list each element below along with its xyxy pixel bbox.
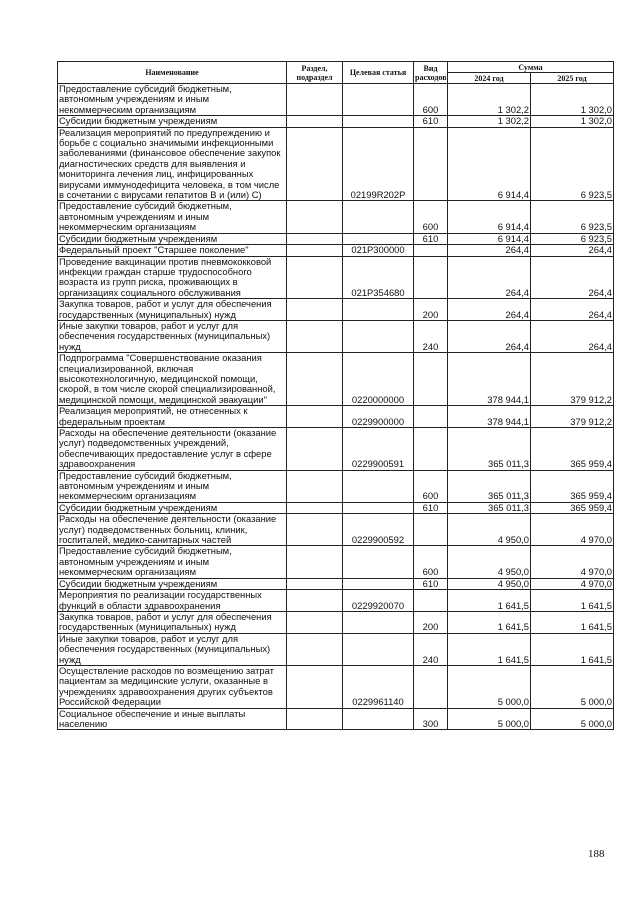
table-row — [58, 665, 614, 708]
cell-target-article: 0229900592 — [343, 514, 414, 546]
cell-sum-2025: 1 641,5 — [531, 633, 614, 665]
header-section: Раздел, подраздел — [287, 62, 343, 84]
cell-target-article: 0229961140 — [343, 665, 414, 708]
cell-name: Реализация мероприятий, не отнесенных к федеральным проектам — [58, 406, 287, 428]
table-row — [58, 116, 614, 127]
table-row — [58, 514, 614, 546]
cell-target-article: 021P354680 — [343, 256, 414, 299]
cell-expense-type: 200 — [414, 299, 448, 321]
cell-sum-2024: 365 011,3 — [448, 502, 531, 513]
cell-target-article — [343, 470, 414, 502]
cell-sum-2025: 6 923,5 — [531, 201, 614, 233]
cell-name: Осуществление расходов по возмещению затрат пациентам за медицинские услуги, оказанные в учреждениях здравоохранения других субъектов Российской Федерации — [58, 665, 287, 708]
cell-section — [287, 546, 343, 578]
cell-section — [287, 590, 343, 612]
cell-sum-2025: 6 923,5 — [531, 127, 614, 201]
cell-name: Расходы на обеспечение деятельности (оказание услуг) подведомственных учреждений, обеспечивающих предоставление услуг в сфере здравоохранения — [58, 428, 287, 471]
cell-target-article: 0229900591 — [343, 428, 414, 471]
cell-sum-2024: 4 950,0 — [448, 514, 531, 546]
header-year-2025: 2025 год — [531, 73, 614, 84]
table-row — [58, 590, 614, 612]
cell-target-article — [343, 201, 414, 233]
cell-name: Предоставление субсидий бюджетным, автономным учреждениям и иным некоммерческим организациям — [58, 201, 287, 233]
cell-name: Субсидии бюджетным учреждениям — [58, 578, 287, 589]
cell-section — [287, 502, 343, 513]
header-sum: Сумма — [448, 62, 614, 73]
cell-section — [287, 611, 343, 633]
cell-expense-type: 610 — [414, 578, 448, 589]
table-body — [58, 84, 614, 730]
cell-section — [287, 353, 343, 406]
cell-target-article — [343, 233, 414, 244]
cell-expense-type — [414, 245, 448, 256]
cell-section — [287, 299, 343, 321]
cell-section — [287, 708, 343, 730]
cell-sum-2025: 264,4 — [531, 320, 614, 352]
table-row — [58, 406, 614, 428]
cell-sum-2025: 1 641,5 — [531, 590, 614, 612]
table-row — [58, 502, 614, 513]
cell-name: Субсидии бюджетным учреждениям — [58, 233, 287, 244]
cell-sum-2025: 1 641,5 — [531, 611, 614, 633]
cell-section — [287, 633, 343, 665]
cell-sum-2024: 6 914,4 — [448, 201, 531, 233]
cell-sum-2025: 1 302,0 — [531, 116, 614, 127]
table-row — [58, 245, 614, 256]
cell-sum-2025: 264,4 — [531, 245, 614, 256]
table-row — [58, 708, 614, 730]
cell-name: Предоставление субсидий бюджетным, автономным учреждениям и иным некоммерческим организациям — [58, 84, 287, 116]
cell-expense-type: 600 — [414, 546, 448, 578]
header-name: Наименование — [58, 62, 287, 84]
cell-sum-2025: 5 000,0 — [531, 665, 614, 708]
cell-name: Расходы на обеспечение деятельности (оказание услуг) подведомственных больниц, клиник, госпиталей, медико-санитарных частей — [58, 514, 287, 546]
cell-name: Проведение вакцинации против пневмококковой инфекции граждан старше трудоспособного возраста из групп риска, проживающих в организациях социального обслуживания — [58, 256, 287, 299]
table-row — [58, 256, 614, 299]
cell-section — [287, 116, 343, 127]
cell-sum-2024: 6 914,4 — [448, 233, 531, 244]
cell-target-article: 02199R202P — [343, 127, 414, 201]
cell-sum-2025: 4 970,0 — [531, 578, 614, 589]
cell-expense-type: 600 — [414, 201, 448, 233]
budget-table — [57, 61, 614, 730]
cell-expense-type: 600 — [414, 84, 448, 116]
cell-expense-type — [414, 353, 448, 406]
cell-name: Предоставление субсидий бюджетным, автономным учреждениям и иным некоммерческим организациям — [58, 470, 287, 502]
cell-name: Подпрограмма "Совершенствование оказания специализированной, включая высокотехнологичную, медицинской помощи, скорой, в том числе скорой специализированной, медицинской помощи, медицинской эвакуации" — [58, 353, 287, 406]
cell-sum-2025: 264,4 — [531, 299, 614, 321]
header-year-2024: 2024 год — [448, 73, 531, 84]
table-row — [58, 233, 614, 244]
cell-target-article — [343, 84, 414, 116]
cell-expense-type: 610 — [414, 233, 448, 244]
cell-sum-2025: 365 959,4 — [531, 428, 614, 471]
cell-expense-type — [414, 127, 448, 201]
cell-section — [287, 428, 343, 471]
cell-sum-2024: 378 944,1 — [448, 353, 531, 406]
cell-name: Иные закупки товаров, работ и услуг для обеспечения государственных (муниципальных) нужд — [58, 320, 287, 352]
cell-expense-type — [414, 428, 448, 471]
cell-sum-2024: 5 000,0 — [448, 708, 531, 730]
cell-section — [287, 127, 343, 201]
table-row — [58, 546, 614, 578]
table-row — [58, 299, 614, 321]
cell-expense-type: 610 — [414, 502, 448, 513]
cell-name: Закупка товаров, работ и услуг для обеспечения государственных (муниципальных) нужд — [58, 299, 287, 321]
cell-name: Субсидии бюджетным учреждениям — [58, 116, 287, 127]
cell-name: Социальное обеспечение и иные выплаты населению — [58, 708, 287, 730]
table-row — [58, 201, 614, 233]
cell-sum-2024: 1 302,2 — [448, 84, 531, 116]
cell-name: Мероприятия по реализации государственных функций в области здравоохранения — [58, 590, 287, 612]
cell-sum-2025: 5 000,0 — [531, 708, 614, 730]
cell-sum-2025: 4 970,0 — [531, 514, 614, 546]
cell-sum-2024: 1 302,2 — [448, 116, 531, 127]
cell-sum-2025: 365 959,4 — [531, 470, 614, 502]
cell-expense-type — [414, 406, 448, 428]
cell-name: Иные закупки товаров, работ и услуг для обеспечения государственных (муниципальных) нужд — [58, 633, 287, 665]
cell-sum-2024: 5 000,0 — [448, 665, 531, 708]
cell-expense-type: 600 — [414, 470, 448, 502]
table-row — [58, 578, 614, 589]
cell-name: Закупка товаров, работ и услуг для обеспечения государственных (муниципальных) нужд — [58, 611, 287, 633]
cell-expense-type: 300 — [414, 708, 448, 730]
cell-target-article — [343, 708, 414, 730]
cell-section — [287, 245, 343, 256]
cell-expense-type — [414, 590, 448, 612]
cell-target-article — [343, 320, 414, 352]
cell-sum-2024: 365 011,3 — [448, 428, 531, 471]
table-row — [58, 611, 614, 633]
table-row — [58, 84, 614, 116]
cell-section — [287, 514, 343, 546]
cell-sum-2024: 264,4 — [448, 299, 531, 321]
cell-target-article — [343, 299, 414, 321]
cell-sum-2025: 1 302,0 — [531, 84, 614, 116]
cell-target-article: 0220000000 — [343, 353, 414, 406]
cell-target-article — [343, 546, 414, 578]
cell-expense-type: 240 — [414, 320, 448, 352]
cell-expense-type: 200 — [414, 611, 448, 633]
cell-target-article — [343, 633, 414, 665]
cell-sum-2024: 365 011,3 — [448, 470, 531, 502]
cell-sum-2024: 4 950,0 — [448, 546, 531, 578]
cell-expense-type: 240 — [414, 633, 448, 665]
table-row — [58, 353, 614, 406]
cell-sum-2024: 378 944,1 — [448, 406, 531, 428]
cell-name: Субсидии бюджетным учреждениям — [58, 502, 287, 513]
cell-section — [287, 320, 343, 352]
table-row — [58, 428, 614, 471]
cell-sum-2025: 379 912,2 — [531, 353, 614, 406]
cell-target-article: 0229920070 — [343, 590, 414, 612]
cell-sum-2024: 6 914,4 — [448, 127, 531, 201]
cell-sum-2025: 4 970,0 — [531, 546, 614, 578]
cell-sum-2024: 264,4 — [448, 256, 531, 299]
cell-sum-2024: 1 641,5 — [448, 611, 531, 633]
table-row — [58, 470, 614, 502]
header-expense: Вид расходов — [415, 63, 447, 82]
cell-section — [287, 233, 343, 244]
cell-section — [287, 578, 343, 589]
header-target: Целевая статья — [343, 62, 414, 84]
cell-name: Предоставление субсидий бюджетным, автономным учреждениям и иным некоммерческим организациям — [58, 546, 287, 578]
cell-sum-2025: 264,4 — [531, 256, 614, 299]
cell-section — [287, 406, 343, 428]
cell-sum-2025: 365 959,4 — [531, 502, 614, 513]
table-row — [58, 320, 614, 352]
cell-name: Федеральный проект "Старшее поколение" — [58, 245, 287, 256]
cell-expense-type — [414, 256, 448, 299]
cell-target-article — [343, 611, 414, 633]
cell-sum-2024: 264,4 — [448, 245, 531, 256]
cell-target-article — [343, 116, 414, 127]
cell-expense-type — [414, 514, 448, 546]
cell-target-article — [343, 502, 414, 513]
cell-expense-type — [414, 665, 448, 708]
cell-name: Реализация мероприятий по предупреждению и борьбе с социально значимыми инфекционными заболеваниями (финансовое обеспечение закупок диагностических средств для выявления и мониторинга лечения лиц, инфицированных вирусами иммунодефицита человека, в том числе в сочетании с вирусами гепатитов В и (или) С) — [58, 127, 287, 201]
cell-target-article — [343, 578, 414, 589]
cell-sum-2024: 264,4 — [448, 320, 531, 352]
cell-target-article: 021P300000 — [343, 245, 414, 256]
cell-section — [287, 256, 343, 299]
cell-expense-type: 610 — [414, 116, 448, 127]
cell-section — [287, 470, 343, 502]
cell-sum-2025: 6 923,5 — [531, 233, 614, 244]
cell-section — [287, 201, 343, 233]
cell-section — [287, 84, 343, 116]
cell-sum-2024: 1 641,5 — [448, 633, 531, 665]
cell-sum-2025: 379 912,2 — [531, 406, 614, 428]
cell-sum-2024: 4 950,0 — [448, 578, 531, 589]
table-row — [58, 633, 614, 665]
cell-target-article: 0229900000 — [343, 406, 414, 428]
cell-sum-2024: 1 641,5 — [448, 590, 531, 612]
page-number: 188 — [588, 848, 605, 860]
cell-section — [287, 665, 343, 708]
table-row — [58, 127, 614, 201]
